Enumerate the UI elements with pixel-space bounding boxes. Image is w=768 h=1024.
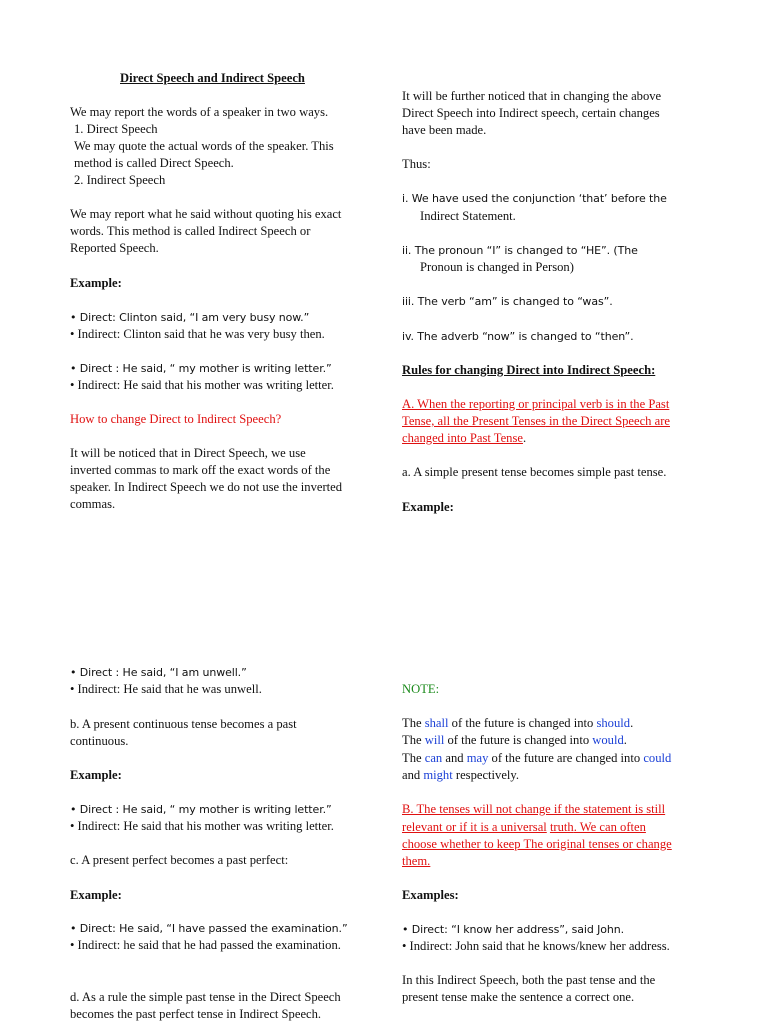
rule-a-line1: A. When the reporting or principal verb is in the Past [402,397,670,411]
word-may: may [466,751,489,765]
list-item-indirect: 2. Indirect Speech [74,173,166,187]
rule-d-line1: d. As a rule the simple past tense in the Direct Speech [70,990,341,1004]
further-line3: have been made. [402,123,487,137]
rule-a-line3-text: changed into Past Tense [402,431,523,445]
note1-text-a: The [402,716,425,730]
example-heading: Example: [70,276,122,290]
rule-b-right-line2-truth: truth [549,820,574,834]
change-i-line2: Indirect Statement. [420,209,516,223]
note3-text-a: The [402,751,425,765]
example4-indirect: • Indirect: He said that his mother was writing letter. [70,819,334,833]
rules-heading: Rules for changing Direct into Indirect Speech: [402,363,656,377]
rule-a-line3-period: . [522,431,527,445]
example2-direct: • Direct : He said, “ my mother is writing letter.” [70,362,332,375]
note-line2 [402,732,627,749]
example1-direct: • Direct: Clinton said, “I am very busy now.” [70,311,310,324]
note4-text-b: respectively. [452,768,520,782]
examples-indirect: • Indirect: John said that he knows/knew her address. [402,939,670,953]
final-line2: present tense make the sentence a correct one. [402,990,635,1004]
note-line3 [402,750,671,767]
example5-indirect: • Indirect: he said that he had passed the examination. [70,938,341,952]
rule-a-line2 [402,413,670,430]
note2-text-c: . [623,733,627,747]
rule-b-right-line2-a: relevant or if it is a universal [402,820,547,834]
notice-line1: It will be noticed that in Direct Speech, we use [70,446,306,460]
examples-direct: • Direct: “I know her address”, said John. [402,923,625,936]
note2-text-b: of the future is changed into [444,733,593,747]
change-ii-line1: ii. The pronoun “I” is changed to “HE”. (The [402,244,638,257]
rule-b-line1: b. A present continuous tense becomes a past [70,717,297,731]
word-shall: shall [424,716,449,730]
word-should: should [596,716,631,730]
notice-line4: commas. [70,497,116,511]
change-i-line1: i. We have used the conjunction ‘that’ before the [402,192,667,205]
note-line4 [402,767,519,784]
example2-indirect: • Indirect: He said that his mother was writing letter. [70,378,334,392]
indirect-desc-line2: words. This method is called Indirect Speech or [70,224,311,238]
note2-text-a: The [402,733,425,747]
word-might: might [423,768,453,782]
notice-line3: speaker. In Indirect Speech we do not use the inverted [70,480,343,494]
change-ii-line2: Pronoun is changed in Person) [420,260,574,274]
word-will: will [424,733,445,747]
notice-line2: inverted commas to mark off the exact words of the [70,463,331,477]
note-line1 [402,715,633,732]
example3-direct: • Direct : He said, “I am unwell.” [70,666,247,679]
rule-a-line2-part2: in the Direct Speech are [545,414,670,428]
rule-b-line2: continuous. [70,734,129,748]
example3-indirect: • Indirect: He said that he was unwell. [70,682,262,696]
word-can: can [424,751,443,765]
note3-text-b: and [442,751,467,765]
further-line2: Direct Speech into Indirect speech, certain changes [402,106,660,120]
example-heading-3: Example: [70,888,122,902]
further-line1: It will be further noticed that in changing the above [402,89,662,103]
indirect-desc-line3: Reported Speech. [70,241,159,255]
note3-text-c: of the future are changed into [488,751,644,765]
rule-a-line3 [402,430,526,447]
rule-a-sub: a. A simple present tense becomes simple past tense. [402,465,667,479]
thus-label: Thus: [402,157,431,171]
rule-c-line: c. A present perfect becomes a past perfect: [70,853,289,867]
example-heading-right: Example: [402,500,454,514]
intro-text: We may report the words of a speaker in two ways. [70,105,329,119]
example4-direct: • Direct : He said, “ my mother is writing letter.” [70,803,332,816]
rule-b-right-line2-d: . We can often [573,820,646,834]
word-would: would [592,733,624,747]
how-to-heading: How to change Direct to Indirect Speech? [70,412,282,426]
direct-desc-line2: method is called Direct Speech. [74,156,234,170]
change-iv: iv. The adverb “now” is changed to “then”. [402,330,634,343]
rule-a-line2-part1: Tense, all the Present Tenses [402,414,546,428]
examples-heading-right: Examples: [402,888,459,902]
rule-b-right-line1: B. The tenses will not change if the statement is still [402,802,666,816]
change-iii: iii. The verb “am” is changed to “was”. [402,295,613,308]
note-label: NOTE: [402,682,440,696]
note1-text-c: . [630,716,634,730]
page-title: Direct Speech and Indirect Speech [120,71,305,85]
rule-b-right-line3: choose whether to keep The original tenses or change [402,837,672,851]
example1-indirect: • Indirect: Clinton said that he was very busy then. [70,327,325,341]
note1-text-b: of the future is changed into [448,716,597,730]
example5-direct: • Direct: He said, “I have passed the examination.” [70,922,348,935]
rule-b-right-line4: them. [402,854,431,868]
direct-desc-line1: We may quote the actual words of the speaker. This [74,139,334,153]
example-heading-2: Example: [70,768,122,782]
note4-text-a: and [402,768,424,782]
indirect-desc-line1: We may report what he said without quoting his exact [70,207,342,221]
word-could: could [643,751,672,765]
final-line1: In this Indirect Speech, both the past tense and the [402,973,656,987]
rule-b-right-line2 [402,819,646,836]
list-item-direct: 1. Direct Speech [74,122,158,136]
rule-d-line2: becomes the past perfect tense in Indirect Speech. [70,1007,322,1021]
